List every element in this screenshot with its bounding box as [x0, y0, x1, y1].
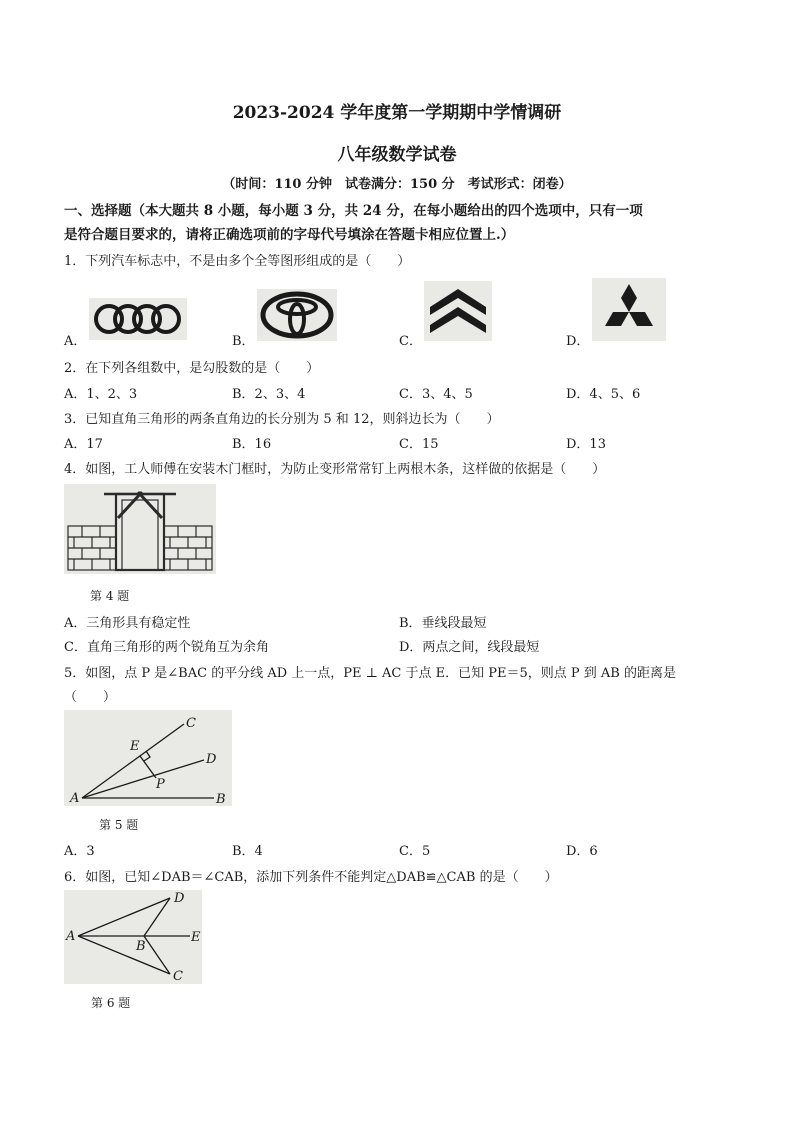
q5-option-c: C．5 [399, 844, 431, 859]
q3-option-a: A．17 [64, 437, 103, 452]
q5-label-d: D [206, 752, 217, 767]
toyota-logo-icon [257, 289, 337, 341]
q4-option-d: D．两点之间，线段最短 [399, 640, 540, 655]
q5-stem-paren: （ ） [64, 690, 117, 705]
q3-stem: 3．已知直角三角形的两条直角边的长分别为 5 和 12，则斜边长为（ ） [64, 412, 500, 427]
q6-label-b: B [136, 939, 146, 954]
mitsubishi-logo-icon [592, 278, 666, 341]
q5-angle-bisector-figure [64, 710, 232, 806]
exam-subtitle: 八年级数学试卷 [337, 145, 457, 165]
q1-stem: 1．下列汽车标志中，不是由多个全等图形组成的是（ ） [64, 254, 411, 269]
q5-option-a: A．3 [64, 844, 95, 859]
q3-option-d: D．13 [566, 437, 606, 452]
exam-title: 2023-2024 学年度第一学期期中学情调研 [232, 103, 562, 123]
q4-caption: 第 4 题 [90, 589, 130, 603]
q2-option-c: C．3、4、5 [399, 387, 473, 402]
q5-option-d: D．6 [566, 844, 598, 859]
q3-option-b: B．16 [232, 437, 272, 452]
q1-option-d: D． [566, 334, 590, 349]
q6-stem: 6．如图，已知∠DAB＝∠CAB，添加下列条件不能判定△DAB≌△CAB 的是（ ） [64, 870, 558, 885]
q2-option-d: D．4、5、6 [566, 387, 641, 402]
citroen-logo-icon [424, 281, 492, 341]
q4-option-b: B．垂线段最短 [399, 616, 487, 631]
q1-option-c: C． [399, 334, 422, 349]
q1-option-a: A． [64, 334, 87, 349]
section-heading-line1: 一、选择题（本大题共 8 小题，每小题 3 分，共 24 分，在每小题给出的四个选项中，只有一项 [64, 203, 643, 219]
q6-label-e: E [191, 930, 201, 945]
q6-label-d: D [174, 891, 185, 906]
q2-option-b: B．2、3、4 [232, 387, 306, 402]
audi-logo-icon [89, 298, 187, 340]
q5-stem: 5．如图，点 P 是∠BAC 的平分线 AD 上一点，PE ⊥ AC 于点 E．已知 PE＝5，则点 P 到 AB 的距离是 [64, 666, 676, 681]
q4-stem: 4．如图，工人师傅在安装木门框时，为防止变形常常钉上两根木条，这样做的依据是（ ） [64, 462, 606, 477]
q1-option-b: B． [232, 334, 255, 349]
q2-stem: 2．在下列各组数中，是勾股数的是（ ） [64, 361, 320, 376]
q5-label-e: E [130, 739, 140, 754]
q5-option-b: B．4 [232, 844, 263, 859]
q5-label-a: A [70, 791, 80, 806]
q6-triangles-figure [64, 890, 202, 984]
q5-caption: 第 5 题 [99, 818, 139, 832]
exam-info: （时间：110 分钟 试卷满分：150 分 考试形式：闭卷） [222, 177, 572, 192]
q5-label-p: P [156, 777, 165, 792]
q6-caption: 第 6 题 [91, 996, 131, 1010]
q5-label-b: B [216, 792, 226, 806]
q4-option-a: A．三角形具有稳定性 [64, 616, 191, 631]
q3-option-c: C．15 [399, 437, 439, 452]
q4-door-frame-figure [64, 484, 216, 574]
q5-label-c: C [186, 716, 196, 731]
q2-option-a: A．1、2、3 [64, 387, 138, 402]
section-heading-line2: 是符合题目要求的，请将正确选项前的字母代号填涂在答题卡相应位置上.） [64, 227, 515, 243]
q4-option-c: C．直角三角形的两个锐角互为余角 [64, 640, 269, 655]
q6-label-c: C [173, 969, 183, 984]
q6-label-a: A [66, 929, 76, 944]
